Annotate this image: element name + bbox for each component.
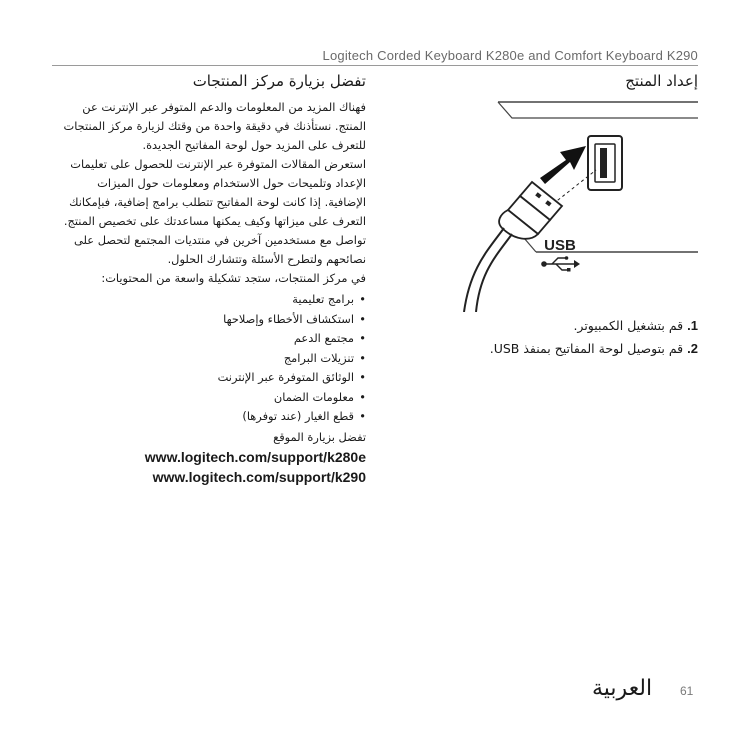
setup-steps xyxy=(418,314,698,360)
usb-port-icon xyxy=(588,136,622,190)
step-text: قم بتوصيل لوحة المفاتيح بمنفذ USB. xyxy=(489,341,684,356)
visit-site-label: تفضل بزيارة الموقع xyxy=(273,429,366,444)
usb-port-label: USB xyxy=(544,237,576,254)
insert-arrow-icon xyxy=(540,146,586,184)
step-number: 1. xyxy=(687,318,698,333)
usb-symbol-icon xyxy=(541,256,580,271)
header-divider xyxy=(52,65,698,66)
list-item: • استكشاف الأخطاء وإصلاحها xyxy=(60,310,366,330)
community-paragraph: تواصل مع مستخدمين آخرين في منتديات المجتمع لتحصل على نصائحهم ولتطرح الأسئلة وتتشارك الحلول. xyxy=(74,233,366,266)
visit-section xyxy=(60,70,366,487)
step-text: قم بتشغيل الكمبيوتر. xyxy=(573,318,684,333)
list-item: • معلومات الضمان xyxy=(60,388,366,408)
list-item: • الوثائق المتوفرة عبر الإنترنت xyxy=(60,368,366,388)
step-number: 2. xyxy=(687,341,698,356)
content-list xyxy=(60,290,366,427)
visit-title: تفضل بزيارة مركز المنتجات xyxy=(192,72,366,90)
support-link-k290[interactable]: www.logitech.com/support/k290 xyxy=(152,468,366,485)
list-item: • قطع الغيار (عند توفرها) xyxy=(60,407,366,427)
articles-paragraph: استعرض المقالات المتوفرة عبر الإنترنت للحصول على تعليمات الإعداد وتلميحات حول الاستخدام ومعلومات حول الميزات الإضافية. إذا كانت لوحة المفاتيح تتطلب برامج إضافية، فبإمكانك التعرف على ميزاتها وكيف يمكنها مساعدتك على تخصيص المنتج. xyxy=(63,157,366,228)
support-link-k280e[interactable]: www.logitech.com/support/k280e xyxy=(144,448,366,465)
list-item: • مجتمع الدعم xyxy=(60,329,366,349)
setup-section xyxy=(438,70,698,98)
list-item: • تنزيلات البرامج xyxy=(60,349,366,369)
page-number: 61 xyxy=(680,684,694,698)
list-item: • برامج تعليمية xyxy=(60,290,366,310)
usb-connection-illustration xyxy=(450,100,698,312)
intro-paragraph: فهناك المزيد من المعلومات والدعم المتوفر عبر الإنترنت عن المنتج. نستأذنك في دقيقة واحدة من وقتك لزيارة مركز المنتجات للتعرف على المزيد حول لوحة المفاتيح الجديدة. xyxy=(63,100,366,152)
setup-title: إعداد المنتج xyxy=(625,72,698,90)
content-intro: في مركز المنتجات، ستجد تشكيلة واسعة من المحتويات: xyxy=(101,271,366,285)
setup-step xyxy=(418,337,698,360)
footer-language: العربية xyxy=(592,676,653,701)
setup-step xyxy=(418,314,698,337)
page-header: Logitech Corded Keyboard K280e and Comfort Keyboard K290 xyxy=(322,48,698,63)
